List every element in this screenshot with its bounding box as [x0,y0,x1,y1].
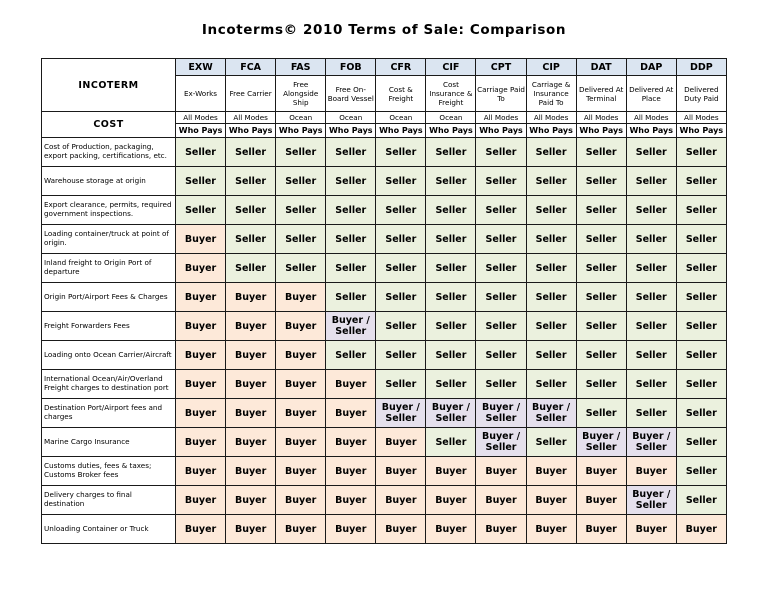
term-name-cpt: Carriage Paid To [476,76,526,112]
table-row [42,457,727,486]
header-row-codes [42,59,727,76]
cost-label: Loading container/truck at point of origin. [42,225,176,254]
payer-cell: Buyer [276,312,326,341]
payer-cell: Seller [526,254,576,283]
payer-cell: Buyer [226,283,276,312]
payer-cell: Seller [226,254,276,283]
payer-cell: Buyer [226,515,276,544]
incoterms-table-container [41,58,726,544]
payer-cell: Seller [476,370,526,399]
payer-cell: Buyer / Seller [476,399,526,428]
payer-cell: Buyer [276,399,326,428]
payer-cell: Seller [676,486,726,515]
table-row [42,283,727,312]
payer-cell: Seller [376,312,426,341]
payer-cell: Seller [476,312,526,341]
payer-cell: Seller [376,167,426,196]
table-row [42,225,727,254]
header-row-modes [42,112,727,124]
payer-cell: Buyer [526,515,576,544]
payer-cell: Buyer [426,486,476,515]
payer-cell: Buyer [526,486,576,515]
cost-label: Delivery charges to final destination [42,486,176,515]
term-mode-fca: All Modes [226,112,276,124]
payer-cell: Seller [276,225,326,254]
payer-cell: Buyer [676,515,726,544]
cost-label: Destination Port/Airport fees and charges [42,399,176,428]
payer-cell: Buyer [226,312,276,341]
payer-cell: Buyer / Seller [376,399,426,428]
cost-label: Export clearance, permits, required government inspections. [42,196,176,225]
payer-cell: Seller [676,370,726,399]
incoterms-table [41,58,727,544]
term-name-fob: Free On-Board Vessel [326,76,376,112]
payer-cell: Seller [426,225,476,254]
term-name-dap: Delivered At Place [626,76,676,112]
term-code-cip: CIP [526,59,576,76]
who-pays-label: Who Pays [326,124,376,138]
payer-cell: Seller [676,428,726,457]
payer-cell: Seller [426,138,476,167]
payer-cell: Seller [476,167,526,196]
who-pays-label: Who Pays [376,124,426,138]
payer-cell: Buyer [226,341,276,370]
term-mode-cif: Ocean [426,112,476,124]
payer-cell: Buyer [376,486,426,515]
payer-cell: Seller [676,312,726,341]
payer-cell: Seller [376,225,426,254]
payer-cell: Seller [176,167,226,196]
payer-cell: Seller [276,254,326,283]
table-row [42,486,727,515]
payer-cell: Seller [526,196,576,225]
table-row [42,167,727,196]
payer-cell: Buyer [576,457,626,486]
term-code-fas: FAS [276,59,326,76]
term-mode-exw: All Modes [176,112,226,124]
payer-cell: Buyer [276,457,326,486]
term-name-cif: Cost Insurance & Freight [426,76,476,112]
payer-cell: Buyer [226,370,276,399]
payer-cell: Buyer [326,486,376,515]
payer-cell: Seller [276,196,326,225]
who-pays-label: Who Pays [226,124,276,138]
table-row [42,399,727,428]
term-name-ddp: Delivered Duty Paid [676,76,726,112]
table-row [42,254,727,283]
payer-cell: Seller [576,370,626,399]
payer-cell: Seller [576,225,626,254]
payer-cell: Buyer / Seller [626,486,676,515]
payer-cell: Seller [426,312,476,341]
payer-cell: Seller [676,138,726,167]
payer-cell: Buyer [226,457,276,486]
term-code-cpt: CPT [476,59,526,76]
table-body [42,59,727,544]
payer-cell: Seller [326,138,376,167]
payer-cell: Buyer [476,486,526,515]
payer-cell: Buyer [426,457,476,486]
table-row [42,341,727,370]
payer-cell: Seller [476,138,526,167]
term-mode-cpt: All Modes [476,112,526,124]
cost-label: Cost of Production, packaging, export packing, certifications, etc. [42,138,176,167]
payer-cell: Seller [576,167,626,196]
payer-cell: Buyer [626,457,676,486]
payer-cell: Buyer [626,515,676,544]
payer-cell: Seller [526,225,576,254]
payer-cell: Seller [326,196,376,225]
payer-cell: Seller [676,399,726,428]
payer-cell: Buyer [376,428,426,457]
payer-cell: Seller [626,167,676,196]
term-mode-ddp: All Modes [676,112,726,124]
payer-cell: Seller [276,138,326,167]
payer-cell: Seller [626,254,676,283]
term-mode-fas: Ocean [276,112,326,124]
term-name-dat: Delivered At Terminal [576,76,626,112]
payer-cell: Seller [526,312,576,341]
payer-cell: Seller [426,196,476,225]
payer-cell: Buyer [276,515,326,544]
term-name-fas: Free Alongside Ship [276,76,326,112]
term-code-exw: EXW [176,59,226,76]
payer-cell: Seller [676,457,726,486]
payer-cell: Seller [376,341,426,370]
payer-cell: Seller [576,341,626,370]
payer-cell: Buyer [176,428,226,457]
payer-cell: Buyer [176,225,226,254]
payer-cell: Seller [526,370,576,399]
payer-cell: Seller [676,341,726,370]
cost-label: International Ocean/Air/Overland Freight charges to destination port [42,370,176,399]
cost-label: Freight Forwarders Fees [42,312,176,341]
payer-cell: Buyer [176,515,226,544]
payer-cell: Seller [476,341,526,370]
table-row [42,370,727,399]
payer-cell: Buyer [326,428,376,457]
cost-label: Warehouse storage at origin [42,167,176,196]
payer-cell: Seller [326,254,376,283]
payer-cell: Seller [426,341,476,370]
payer-cell: Seller [426,167,476,196]
who-pays-label: Who Pays [626,124,676,138]
cost-label: Loading onto Ocean Carrier/Aircraft [42,341,176,370]
table-row [42,428,727,457]
payer-cell: Buyer [176,283,226,312]
payer-cell: Buyer [576,486,626,515]
payer-cell: Seller [426,428,476,457]
payer-cell: Seller [676,254,726,283]
table-row [42,515,727,544]
payer-cell: Seller [676,167,726,196]
payer-cell: Buyer [576,515,626,544]
table-row [42,312,727,341]
page-title: Incoterms© 2010 Terms of Sale: Comparison [201,22,567,38]
who-pays-label: Who Pays [526,124,576,138]
payer-cell: Seller [526,341,576,370]
payer-cell: Seller [676,225,726,254]
payer-cell: Buyer [226,428,276,457]
payer-cell: Seller [526,283,576,312]
payer-cell: Buyer / Seller [576,428,626,457]
payer-cell: Seller [526,428,576,457]
payer-cell: Buyer [476,515,526,544]
payer-cell: Buyer [226,399,276,428]
payer-cell: Seller [626,196,676,225]
cost-label: Customs duties, fees & taxes; Customs Broker fees [42,457,176,486]
payer-cell: Buyer [326,399,376,428]
payer-cell: Seller [626,312,676,341]
term-code-cfr: CFR [376,59,426,76]
payer-cell: Seller [476,254,526,283]
payer-cell: Buyer [526,457,576,486]
payer-cell: Buyer [176,312,226,341]
payer-cell: Buyer [176,457,226,486]
payer-cell: Seller [176,138,226,167]
payer-cell: Buyer [376,457,426,486]
cost-label: Unloading Container or Truck [42,515,176,544]
who-pays-label: Who Pays [576,124,626,138]
payer-cell: Seller [226,138,276,167]
payer-cell: Seller [576,254,626,283]
term-code-dat: DAT [576,59,626,76]
payer-cell: Buyer [326,457,376,486]
payer-cell: Seller [526,167,576,196]
cost-label: Origin Port/Airport Fees & Charges [42,283,176,312]
payer-cell: Seller [576,196,626,225]
payer-cell: Seller [626,341,676,370]
payer-cell: Buyer [326,370,376,399]
payer-cell: Buyer [276,283,326,312]
payer-cell: Seller [626,283,676,312]
payer-cell: Seller [376,283,426,312]
term-code-fob: FOB [326,59,376,76]
term-code-cif: CIF [426,59,476,76]
incoterm-header-label: INCOTERM [42,59,176,112]
term-mode-dat: All Modes [576,112,626,124]
who-pays-label: Who Pays [176,124,226,138]
term-mode-cfr: Ocean [376,112,426,124]
payer-cell: Buyer [276,428,326,457]
payer-cell: Buyer [226,486,276,515]
payer-cell: Buyer [276,486,326,515]
cost-header-label: COST [42,112,176,138]
term-name-exw: Ex-Works [176,76,226,112]
payer-cell: Seller [376,370,426,399]
payer-cell: Buyer / Seller [326,312,376,341]
payer-cell: Seller [226,167,276,196]
payer-cell: Seller [626,225,676,254]
payer-cell: Buyer / Seller [476,428,526,457]
term-name-cfr: Cost & Freight [376,76,426,112]
payer-cell: Seller [376,254,426,283]
payer-cell: Seller [476,283,526,312]
term-mode-fob: Ocean [326,112,376,124]
payer-cell: Seller [176,196,226,225]
payer-cell: Buyer / Seller [426,399,476,428]
payer-cell: Seller [376,196,426,225]
payer-cell: Seller [576,399,626,428]
payer-cell: Seller [576,283,626,312]
term-mode-cip: All Modes [526,112,576,124]
term-name-fca: Free Carrier [226,76,276,112]
who-pays-label: Who Pays [426,124,476,138]
payer-cell: Seller [676,283,726,312]
payer-cell: Seller [626,399,676,428]
payer-cell: Buyer [326,515,376,544]
payer-cell: Seller [676,196,726,225]
payer-cell: Buyer [476,457,526,486]
payer-cell: Buyer [176,486,226,515]
payer-cell: Buyer / Seller [526,399,576,428]
payer-cell: Seller [226,196,276,225]
payer-cell: Seller [326,283,376,312]
payer-cell: Buyer [176,341,226,370]
payer-cell: Seller [526,138,576,167]
who-pays-label: Who Pays [476,124,526,138]
payer-cell: Seller [426,370,476,399]
term-name-cip: Carriage & Insurance Paid To [526,76,576,112]
term-code-fca: FCA [226,59,276,76]
term-mode-dap: All Modes [626,112,676,124]
term-code-ddp: DDP [676,59,726,76]
who-pays-label: Who Pays [276,124,326,138]
payer-cell: Seller [326,341,376,370]
payer-cell: Seller [476,196,526,225]
payer-cell: Seller [426,254,476,283]
payer-cell: Seller [326,167,376,196]
payer-cell: Buyer [276,341,326,370]
payer-cell: Seller [276,167,326,196]
payer-cell: Seller [576,312,626,341]
who-pays-label: Who Pays [676,124,726,138]
payer-cell: Buyer [376,515,426,544]
payer-cell: Seller [576,138,626,167]
payer-cell: Seller [626,138,676,167]
cost-label: Marine Cargo Insurance [42,428,176,457]
payer-cell: Buyer [176,370,226,399]
payer-cell: Buyer [276,370,326,399]
payer-cell: Buyer / Seller [626,428,676,457]
table-row [42,138,727,167]
payer-cell: Seller [326,225,376,254]
payer-cell: Buyer [176,254,226,283]
payer-cell: Seller [626,370,676,399]
term-code-dap: DAP [626,59,676,76]
cost-label: Inland freight to Origin Port of departure [42,254,176,283]
payer-cell: Seller [476,225,526,254]
payer-cell: Buyer [426,515,476,544]
table-row [42,196,727,225]
payer-cell: Seller [226,225,276,254]
payer-cell: Seller [426,283,476,312]
payer-cell: Seller [376,138,426,167]
payer-cell: Buyer [176,399,226,428]
